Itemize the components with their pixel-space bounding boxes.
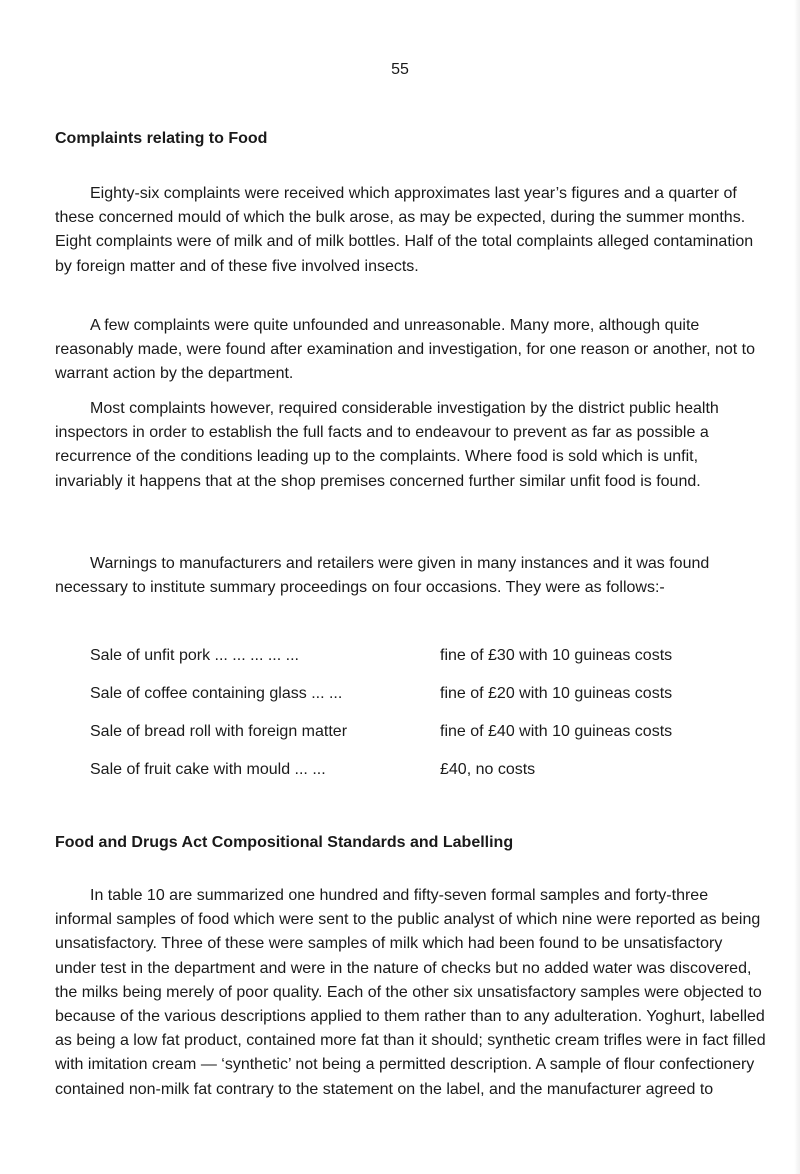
paragraph-investigation bbox=[55, 397, 767, 494]
offence-text: Sale of coffee containing glass ... ... bbox=[90, 685, 343, 702]
offence-text: Sale of fruit cake with mould ... ... bbox=[90, 761, 326, 778]
paragraph-warnings bbox=[55, 552, 767, 600]
paragraph-unfounded-complaints bbox=[55, 314, 767, 387]
offence-text: Sale of bread roll with foreign matter bbox=[90, 723, 348, 740]
section-heading-complaints: Complaints relating to Food bbox=[55, 130, 268, 147]
paragraph-text: Warnings to manufacturers and retailers were given in many instances and it was found necessary to institute summary proceedings on four occasions. They were as follows:- bbox=[55, 555, 710, 597]
proceedings-row bbox=[90, 760, 770, 798]
paragraph-text: Eighty-six complaints were received which approximates last year’s figures and a quarter of these concerned mould of which the bulk arose, as may be expected, during the summer months. Eight complaints were of milk and of milk bottles. Half of the total complaints alleged contamination by foreign matter and of these five involved insects. bbox=[55, 185, 754, 275]
paragraph-text: Most complaints however, required considerable investigation by the district public health inspectors in order to establish the full facts and to endeavour to prevent as far as possible a recurrence of the conditions leading up to the complaints. Where food is sold which is unfit, invariably it happens that at the shop premises concerned further similar unfit food is found. bbox=[55, 400, 719, 490]
proceedings-row bbox=[90, 722, 770, 760]
paragraph-complaints-summary bbox=[55, 182, 767, 279]
proceedings-row bbox=[90, 646, 770, 684]
paragraph-text: A few complaints were quite unfounded and unreasonable. Many more, although quite reasonably made, were found after examination and investigation, for one reason or another, not to warrant action by the department. bbox=[55, 317, 755, 383]
page-edge-shadow bbox=[794, 0, 800, 1174]
proceedings-list bbox=[90, 646, 770, 798]
penalty-text: fine of £20 with 10 guineas costs bbox=[440, 685, 673, 702]
penalty-text: fine of £30 with 10 guineas costs bbox=[440, 647, 673, 664]
penalty-text: £40, no costs bbox=[440, 761, 536, 778]
paragraph-samples bbox=[55, 884, 767, 1102]
proceedings-row bbox=[90, 684, 770, 722]
offence-text: Sale of unfit pork ... ... ... ... ... bbox=[90, 647, 299, 664]
penalty-text: fine of £40 with 10 guineas costs bbox=[440, 723, 673, 740]
page-number: 55 bbox=[391, 61, 409, 78]
section-heading-food-and-drugs: Food and Drugs Act Compositional Standards and Labelling bbox=[55, 834, 514, 851]
paragraph-text: In table 10 are summarized one hundred and fifty-seven formal samples and forty-three informal samples of food which were sent to the public analyst of which nine were reported as being unsatisfactory. Three of these were samples of milk which had been found to be unsatisfactory under test in the department and were in the nature of checks but no added water was discovered, the milks being merely of poor quality. Each of the other six unsatisfactory samples were objected to because of the various descriptions applied to them rather than to any adulteration. Yoghurt, labelled as being a low fat product, contained more fat than it should; synthetic cream trifles were in fact filled with imitation cream — ‘synthetic’ not being a permitted description. A sample of flour confectionery contained non-milk fat contrary to the statement on the label, and the manufacturer agreed to bbox=[55, 887, 766, 1098]
